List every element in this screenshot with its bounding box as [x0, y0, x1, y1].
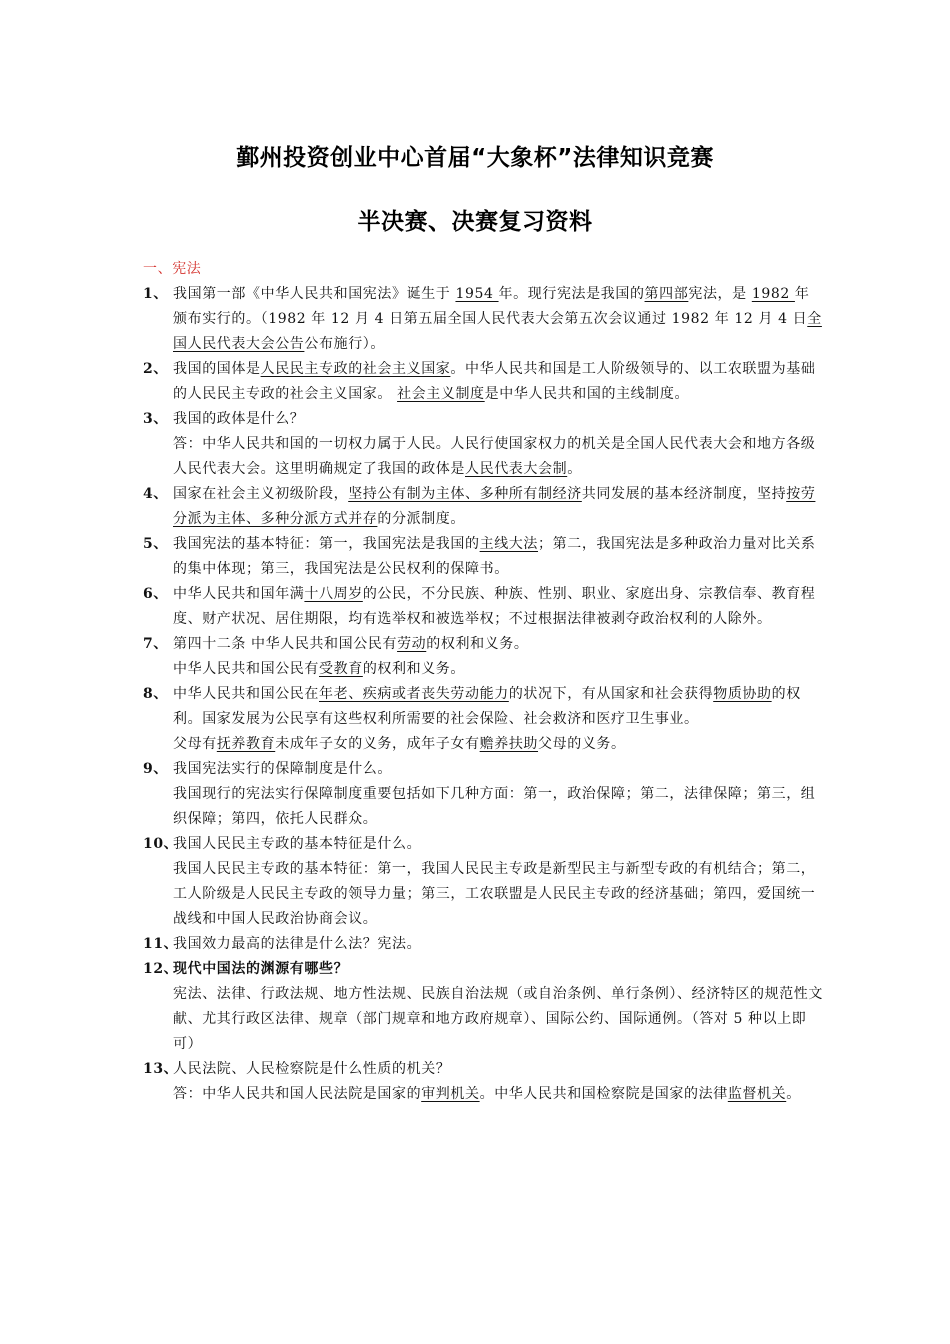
item-question: 我国效力最高的法律是什么法？宪法。	[173, 936, 422, 952]
list-item	[143, 282, 823, 357]
document-subtitle: 半决赛、决赛复习资料	[357, 209, 593, 235]
item-number: 9、	[143, 761, 168, 777]
list-item	[143, 532, 823, 582]
list-item	[143, 482, 823, 532]
item-text: 我国第一部《中华人民共和国宪法》诞生于 1954 年。现行宪法是我国的第四部宪法，是 1982 年颁布实行的。（1982 年 12 月 4 日第五届全国人民代表大会第五次会议通过 1982 年 12 月 4 日全国人民代表大会公告公布施行）。	[173, 286, 822, 352]
item-answer: 宪法、法律、行政法规、地方性法规、民族自治法规（或自治条例、单行条例）、经济特区的规范性文献、尤其行政区法律、规章（部门规章和地方政府规章）、国际公约、国际通例。（答对 5 种以上即可）	[173, 986, 823, 1052]
item-answer: 答：中华人民共和国人民法院是国家的审判机关。中华人民共和国检察院是国家的法律监督机关。	[173, 1086, 801, 1102]
list-item	[143, 832, 823, 932]
item-question: 我国人民民主专政的基本特征是什么。	[173, 836, 422, 852]
item-answer: 答：中华人民共和国的一切权力属于人民。人民行使国家权力的机关是全国人民代表大会和地方各级人民代表大会。这里明确规定了我国的政体是人民代表大会制。	[173, 436, 816, 477]
list-item	[143, 357, 823, 407]
item-text: 我国宪法的基本特征：第一，我国宪法是我国的主线大法；第二，我国宪法是多种政治力量对比关系的集中体现；第三，我国宪法是公民权利的保障书。	[173, 536, 816, 577]
item-question: 人民法院、人民检察院是什么性质的机关？	[173, 1061, 451, 1077]
section-heading-constitution: 一、宪法	[143, 261, 202, 277]
item-number: 2、	[143, 361, 168, 377]
document-title: 鄞州投资创业中心首届“大象杯”法律知识竞赛	[236, 145, 714, 171]
item-answer: 我国人民民主专政的基本特征：第一，我国人民民主专政是新型民主与新型专政的有机结合；第二，工人阶级是人民民主专政的领导力量；第三，工农联盟是人民民主专政的经济基础；第四，爱国统一战线和中国人民政治协商会议。	[173, 861, 816, 927]
item-number: 12、	[143, 961, 179, 977]
item-text: 我国的国体是人民民主专政的社会主义国家。中华人民共和国是工人阶级领导的、以工农联盟为基础的人民民主专政的社会主义国家。 社会主义制度是中华人民共和国的主线制度。	[173, 361, 816, 402]
item-number: 8、	[143, 686, 168, 702]
list-item	[143, 757, 823, 832]
item-number: 4、	[143, 486, 168, 502]
item-number: 1、	[143, 286, 168, 302]
list-item	[143, 407, 823, 482]
item-question: 我国宪法实行的保障制度是什么。	[173, 761, 392, 777]
item-question: 我国的政体是什么？	[173, 411, 305, 427]
item-text: 第四十二条 中华人民共和国公民有劳动的权利和义务。	[173, 636, 529, 652]
item-subtext: 中华人民共和国公民有受教育的权利和义务。	[173, 661, 466, 677]
item-number: 7、	[143, 636, 168, 652]
item-answer: 我国现行的宪法实行保障制度重要包括如下几种方面：第一，政治保障；第二，法律保障；第三，组织保障；第四，依托人民群众。	[173, 786, 816, 827]
list-item	[143, 682, 823, 757]
list-item	[143, 582, 823, 632]
item-number: 5、	[143, 536, 168, 552]
list-item	[143, 957, 823, 1057]
item-number: 3、	[143, 411, 168, 427]
list-item	[143, 632, 823, 682]
item-number: 6、	[143, 586, 168, 602]
item-text: 中华人民共和国公民在年老、疾病或者丧失劳动能力的状况下，有从国家和社会获得物质协助的权利。国家发展为公民享有这些权利所需要的社会保险、社会救济和医疗卫生事业。	[173, 686, 801, 727]
item-question: 现代中国法的渊源有哪些？	[173, 961, 349, 977]
item-subtext: 父母有抚养教育未成年子女的义务，成年子女有赡养扶助父母的义务。	[173, 736, 626, 752]
list-item	[143, 1057, 823, 1107]
item-number: 11、	[143, 936, 179, 952]
item-number: 10、	[143, 836, 179, 852]
list-item	[143, 932, 823, 957]
item-text: 国家在社会主义初级阶段，坚持公有制为主体、多种所有制经济共同发展的基本经济制度，坚持按劳分派为主体、多种分派方式并存的分派制度。	[173, 486, 816, 527]
item-text: 中华人民共和国年满十八周岁的公民，不分民族、种族、性别、职业、家庭出身、宗教信奉、教育程度、财产状况、居住期限，均有选举权和被选举权；不过根据法律被剥夺政治权利的人除外。	[173, 586, 816, 627]
document-body	[143, 257, 823, 1107]
item-number: 13、	[143, 1061, 179, 1077]
